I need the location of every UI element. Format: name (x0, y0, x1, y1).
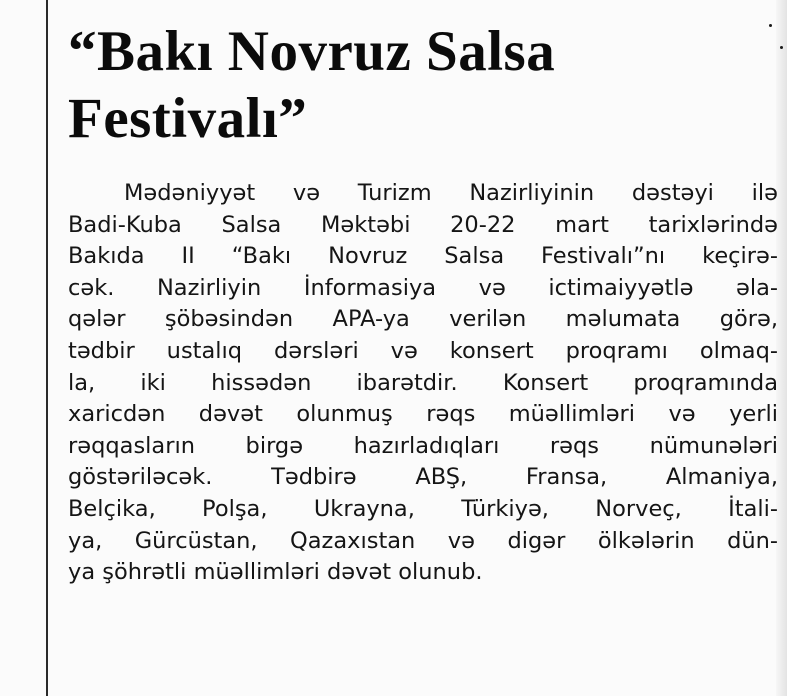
article-body (68, 178, 778, 589)
article-line: Bakıda II “Bakı Novruz Salsa Festivalı”nı keçirə- (68, 243, 778, 270)
article-line: Badi-Kuba Salsa Məktəbi 20-22 mart tarixlərində (68, 211, 778, 238)
print-speck (780, 46, 783, 49)
article-line: Mədəniyyət və Turizm Nazirliyinin dəstəyi ilə (124, 180, 778, 206)
headline (68, 18, 768, 152)
article-line: la, iki hissədən ibarətdir. Konsert proqramında (68, 369, 778, 396)
article-line: xaricdən dəvət olunmuş rəqs müəllimləri və yerli (68, 401, 778, 428)
article-line: ya, Gürcüstan, Qazaxıstan və digər ölkələrin dün- (68, 527, 778, 554)
column-rule (46, 0, 48, 696)
article-line: göstəriləcək. Tədbirə ABŞ, Fransa, Almaniya, (68, 464, 778, 491)
article-line: Belçika, Polşa, Ukrayna, Türkiyə, Norveç, İtali- (68, 495, 778, 522)
article-line: ya şöhrətli müəllimləri dəvət olunub. (68, 559, 483, 586)
article-line: cək. Nazirliyin İnformasiya və ictimaiyyətlə əla- (68, 274, 778, 301)
headline-line: Festivalı” (68, 87, 308, 150)
article-line: qələr şöbəsindən APA-ya verilən məlumata görə, (68, 306, 778, 333)
article-line: tədbir ustalıq dərsləri və konsert proqramı olmaq- (68, 337, 778, 364)
headline-line: “Bakı Novruz Salsa (68, 20, 556, 83)
print-speck (769, 24, 772, 27)
article-line: rəqqasların birgə hazırladıqları rəqs nümunələri (68, 432, 778, 459)
